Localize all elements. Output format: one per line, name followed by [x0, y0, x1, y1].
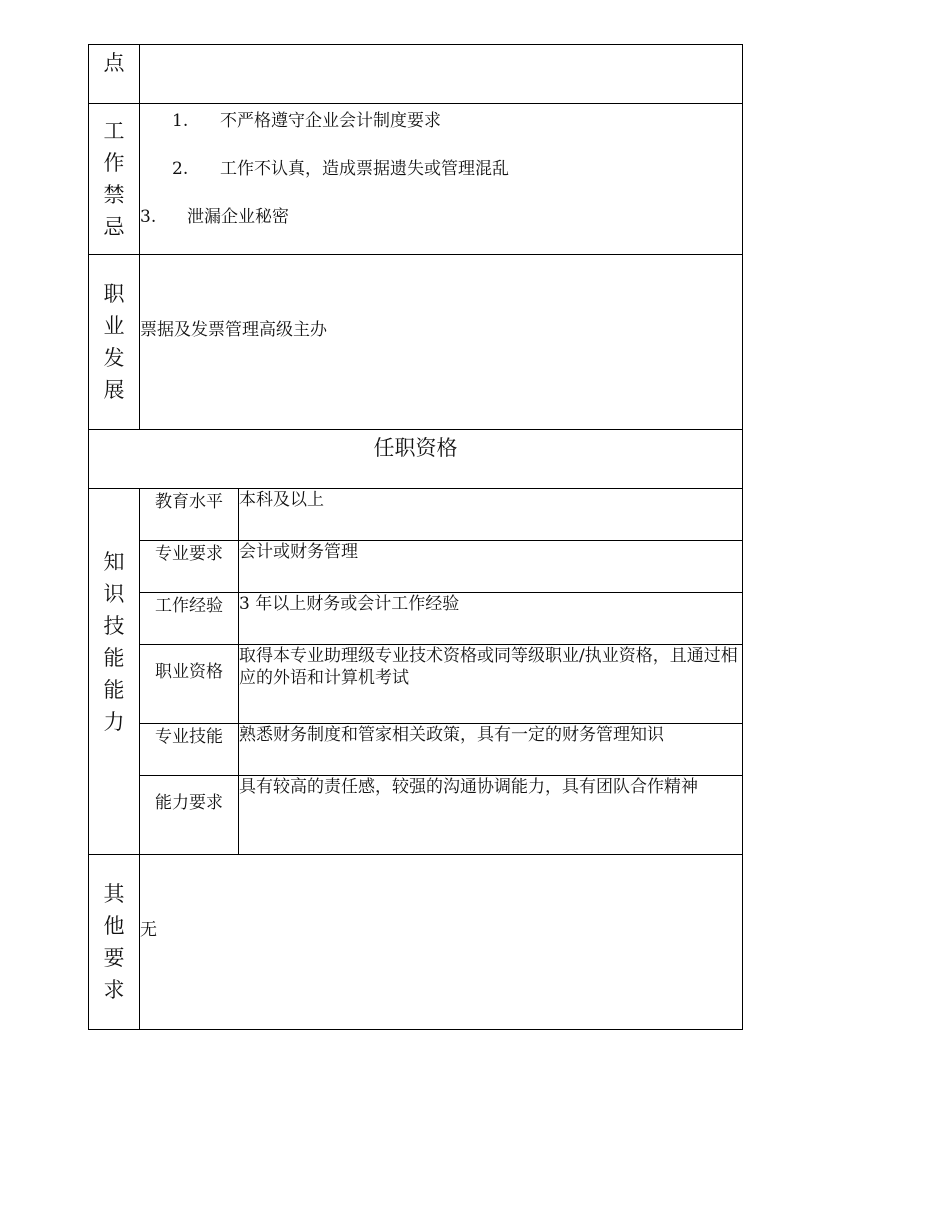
sub-label-cell — [140, 541, 239, 593]
table-row — [89, 541, 743, 593]
qualification-section-row — [89, 430, 743, 489]
work-forbid-label: 工作禁忌 — [103, 119, 125, 239]
list-item — [140, 204, 742, 252]
list-item-number: 1. — [172, 111, 189, 131]
work-forbid-content — [140, 104, 743, 255]
career-development-row — [89, 255, 743, 430]
work-forbid-row — [89, 104, 743, 255]
experience-value: 3 年以上财务或会计工作经验 — [239, 593, 743, 645]
other-label: 其他要求 — [103, 882, 125, 1002]
sub-label-cell — [140, 593, 239, 645]
table-row — [89, 593, 743, 645]
major-label: 专业要求 — [155, 544, 223, 564]
job-description-table — [88, 44, 743, 1030]
table-row — [89, 776, 743, 855]
list-item-text: 工作不认真，造成票据遗失或管理混乱 — [220, 159, 509, 179]
table-row — [89, 724, 743, 776]
career-label: 职业发展 — [103, 282, 125, 402]
career-label-cell — [89, 255, 140, 430]
table-row — [89, 645, 743, 724]
list-item-number: 3. — [140, 207, 157, 227]
skill-value: 熟悉财务制度和管家相关政策，具有一定的财务管理知识 — [239, 724, 743, 776]
other-requirements-row — [89, 855, 743, 1030]
sub-label-cell — [140, 724, 239, 776]
career-content: 票据及发票管理高级主办 — [140, 255, 743, 430]
sub-label-cell — [140, 489, 239, 541]
work-forbid-label-cell — [89, 104, 140, 255]
certification-value: 取得本专业助理级专业技术资格或同等级职业/执业资格，且通过相应的外语和计算机考试 — [239, 645, 743, 724]
sub-label-cell — [140, 645, 239, 724]
list-item-text: 不严格遵守企业会计制度要求 — [220, 111, 441, 131]
point-label: 点 — [103, 51, 125, 75]
point-label-cell — [89, 45, 140, 104]
education-label: 教育水平 — [155, 492, 223, 512]
sub-label-cell — [140, 776, 239, 855]
ability-label: 能力要求 — [155, 793, 223, 813]
list-item-text: 泄漏企业秘密 — [187, 207, 289, 227]
other-label-cell — [89, 855, 140, 1030]
point-row — [89, 45, 743, 104]
ability-value: 具有较高的责任感，较强的沟通协调能力，具有团队合作精神 — [239, 776, 743, 855]
point-content — [140, 45, 743, 104]
major-value: 会计或财务管理 — [239, 541, 743, 593]
skill-label: 专业技能 — [155, 727, 223, 747]
qualification-section-title: 任职资格 — [89, 430, 743, 489]
list-item-number: 2. — [172, 159, 189, 179]
knowledge-label: 知识技能能力 — [103, 549, 125, 734]
work-forbid-list — [140, 104, 742, 252]
list-item — [140, 156, 742, 204]
education-value: 本科及以上 — [239, 489, 743, 541]
table-row — [89, 489, 743, 541]
list-item — [140, 108, 742, 156]
experience-label: 工作经验 — [155, 596, 223, 616]
other-content: 无 — [140, 855, 743, 1030]
certification-label: 职业资格 — [155, 662, 223, 682]
knowledge-label-cell — [89, 489, 140, 855]
